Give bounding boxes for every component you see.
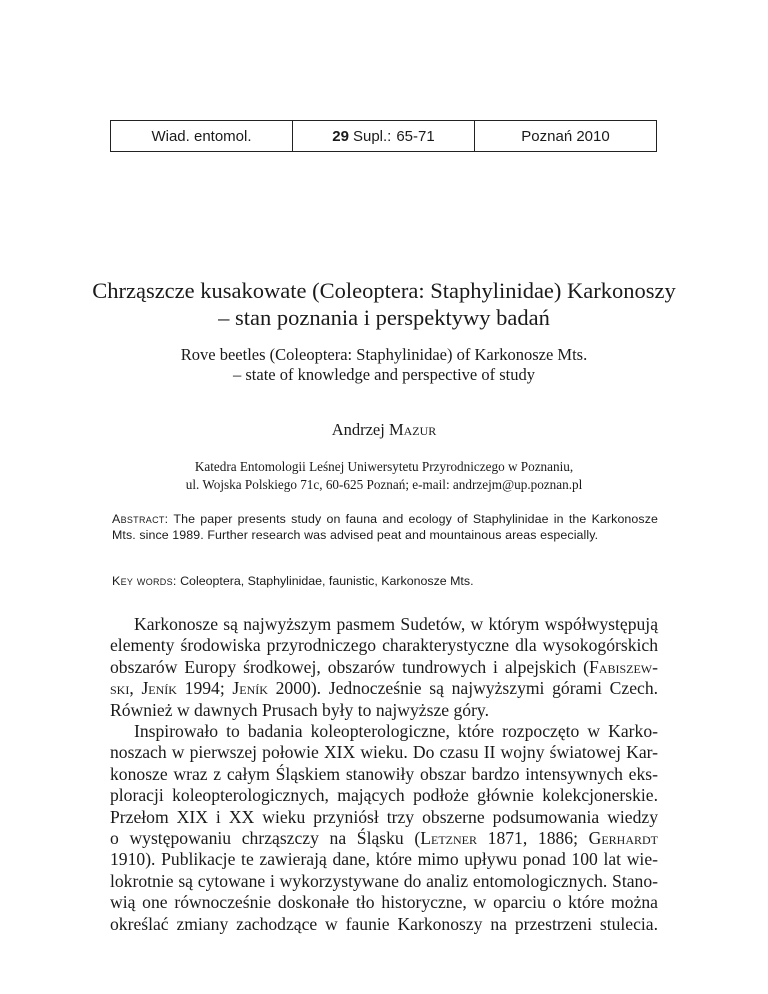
journal-name: Wiad. entomol. <box>151 127 252 145</box>
ref-year-1994: 1994; <box>176 678 233 699</box>
title-english <box>60 345 708 385</box>
body-p2-line-7: 1910). Publikacje te zawierają dane, które mimo upływu ponad 100 lat wie- <box>110 849 658 870</box>
keywords-label: Key words: <box>112 574 177 588</box>
body-p2-line-9: wią one równocześnie doskonałe tło historyczne, w oparciu o które można <box>110 892 658 913</box>
title-polish-line-2: – stan poznania i perspektywy badań <box>218 305 550 330</box>
page-range: 65-71 <box>396 127 435 145</box>
body-p2-line-3: konosze wraz z całym Śląskiem stanowiły obszar bardzo intensywnych eks- <box>110 763 658 784</box>
body-p1-line-2: elementy środowiska przyrodniczego charakterystyczne dla wysokogórskich <box>110 635 658 656</box>
ref-letzner: Letzner <box>420 828 477 849</box>
keywords-text: Coleoptera, Staphylinidae, faunistic, Karkonosze Mts. <box>180 574 474 588</box>
title-english-line-2: – state of knowledge and perspective of study <box>233 365 535 384</box>
affiliation <box>60 458 708 494</box>
body-p2-line-2: noszach w pierwszej połowie XIX wieku. Do czasu II wojny światowej Kar- <box>110 742 658 763</box>
ref-gerhardt: Gerhardt <box>588 828 658 849</box>
affiliation-line-1: Katedra Entomologii Leśnej Uniwersytetu Przyrodniczego w Poznaniu, <box>194 459 574 474</box>
abstract-line-1: The paper presents study on fauna and ecology of Staphylinidae in the <box>173 512 587 526</box>
ref-jenik-2: Jeník <box>232 678 268 699</box>
ref-fabiszewski-1: Fabiszew- <box>589 656 658 677</box>
body-p2-line-6 <box>110 828 658 849</box>
body-p1-line-3 <box>110 657 658 678</box>
volume-number: 29 <box>332 127 349 145</box>
journal-header-box <box>110 120 657 152</box>
body-p2-line-1: Inspirowało to badania koleopterologiczne, które rozpoczęto w Karko- <box>134 721 658 742</box>
place-year-cell <box>475 121 656 151</box>
abstract <box>112 512 658 543</box>
body-p2-line-8: lokrotnie są cytowane i wykorzystywane do analiz entomologicznych. Stano- <box>110 870 658 891</box>
abstract-label: Abstract: <box>112 512 169 526</box>
ref-fabiszewski-2: ski <box>110 678 130 699</box>
body-p2-line-4: ploracji koleopterologicznych, mających podłoże głównie kolekcjonerskie. <box>110 785 658 806</box>
journal-name-cell <box>111 121 293 151</box>
body-p1-line-5: Również w dawnych Prusach były to najwyższe góry. <box>110 699 489 720</box>
abstract-line-2: Karkonosze Mts. since 1989. Further research was advised peat and mountainous areas <box>112 512 658 542</box>
title-polish-line-1: Chrząszcze kusakowate (Coleoptera: Staphylinidae) Karkonoszy <box>92 278 676 303</box>
volume-cell <box>293 121 475 151</box>
body-p2-line-5: Przełom XIX i XX wieku przyniósł trzy obszerne podsumowania wiedzy <box>110 806 658 827</box>
abstract-line-3: especially. <box>540 527 599 542</box>
author-first-name: Andrzej <box>331 420 385 439</box>
title-polish <box>60 277 708 331</box>
ref-year-2000: 2000). Jednocześnie są najwyższymi górami Czech. <box>267 678 659 699</box>
title-english-line-1: Rove beetles (Coleoptera: Staphylinidae) of Karkonosze Mts. <box>180 345 588 364</box>
keywords <box>112 574 658 590</box>
supplement-label: Supl.: <box>352 127 392 145</box>
body-p1-line-4: ski, Jeník 1994; Jeník 2000). Jednocześnie są najwyższymi górami Czech. <box>110 678 659 699</box>
place-year: Poznań 2010 <box>521 127 610 145</box>
body-p2-line-6-text: o występowaniu chrząszczy na Śląsku ( <box>110 828 421 849</box>
author <box>60 420 708 440</box>
affiliation-line-2: ul. Wojska Polskiego 71c, 60-625 Poznań; e-mail: andrzejm@up.poznan.pl <box>185 477 583 492</box>
body-p1-line-1: Karkonosze są najwyższym pasmem Sudetów, w którym współwystępują <box>134 614 658 634</box>
body-text <box>110 614 658 935</box>
body-p2-line-10: określać zmiany zachodzące w faunie Karkonoszy na przestrzeni stulecia. <box>110 913 658 934</box>
ref-jenik-1: Jeník <box>141 678 177 699</box>
author-last-name: Mazur <box>388 420 437 439</box>
body-p1-line-3-text: obszarów Europy środkowej, obszarów tundrowych i alpejskich ( <box>110 656 590 677</box>
ref-letzner-years: 1871, 1886; <box>477 828 589 849</box>
